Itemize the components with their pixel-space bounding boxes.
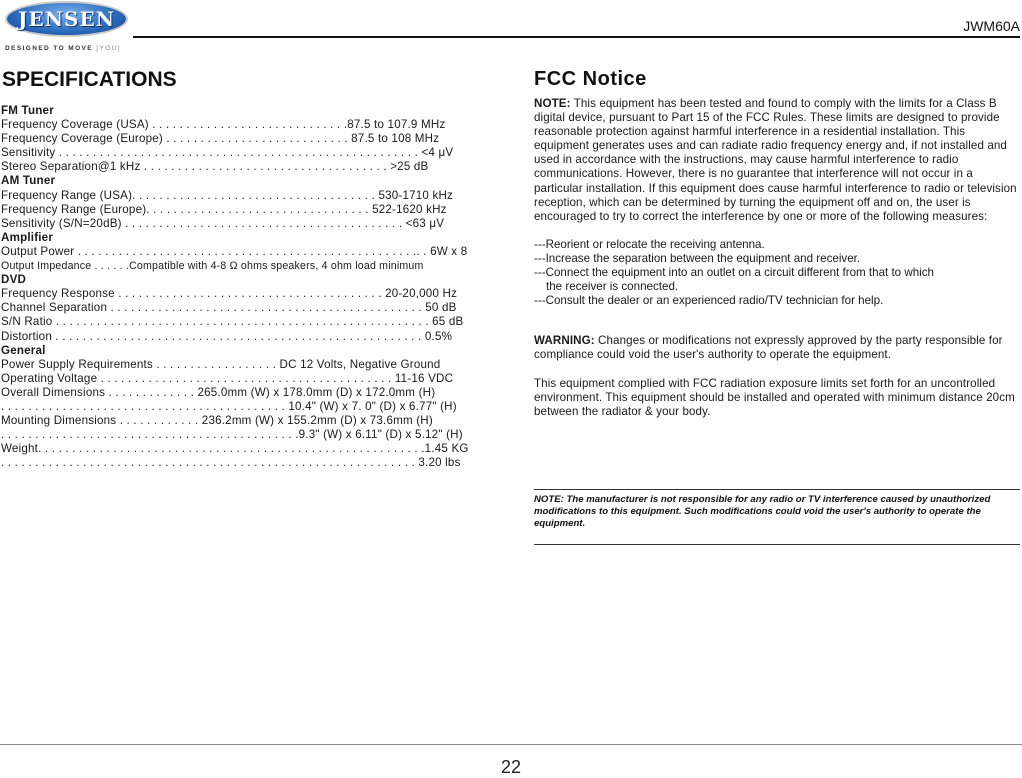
spec-row: . . . . . . . . . . . . . . . . . . . . . . . . . . . . . . . . . . . . . . . . . . 10.4" (W) x 7. 0" (D) x 6.77" (H) <box>1 399 457 413</box>
spec-row: Frequency Response . . . . . . . . . . . . . . . . . . . . . . . . . . . . . . . . . . . . . . . 20-20,000 Hz <box>1 287 458 301</box>
spec-row: . . . . . . . . . . . . . . . . . . . . . . . . . . . . . . . . . . . . . . . . . . . .9.3" (W) x 6.11" (D) x 5.12" (H) <box>1 428 463 442</box>
spec-row: Weight. . . . . . . . . . . . . . . . . . . . . . . . . . . . . . . . . . . . . . . . . . . . . . . . . . . . . . . . .1.45 KG <box>1 442 469 456</box>
note-label: NOTE: <box>534 97 571 110</box>
measure-item: ---Reorient or relocate the receiving antenna. <box>534 237 765 251</box>
page-number: 22 <box>500 757 522 777</box>
spec-row: Frequency Range (USA). . . . . . . . . . . . . . . . . . . . . . . . . . . . . . . . . . . . 530-1710 kHz <box>1 188 454 202</box>
spec-row: Distortion . . . . . . . . . . . . . . . . . . . . . . . . . . . . . . . . . . . . . . . . . . . . . . . . . . . . . . 0.5% <box>1 329 453 343</box>
spec-row: Output Power . . . . . . . . . . . . . . . . . . . . . . . . . . . . . . . . . . . . . . . . . . . . . . . . . .. . 6W x 8 <box>1 244 468 258</box>
logo-text: JENSEN <box>18 7 115 31</box>
fcc-notice-title: FCC Notice <box>534 68 647 90</box>
measure-item: ---Increase the separation between the equipment and receiver. <box>534 251 861 265</box>
spec-section-heading: AM Tuner <box>1 174 56 188</box>
spec-row: Power Supply Requirements . . . . . . . . . . . . . . . . . . DC 12 Volts, Negative Ground <box>1 357 441 371</box>
tagline-you: [YOU] <box>96 45 121 52</box>
fcc-radiation-paragraph: This equipment complied with FCC radiation exposure limits set forth for an uncontrolled environment. This equipment should be installed and operated with minimum distance 20cm between the radiator & your body. <box>534 376 1015 418</box>
disclaimer-bottom-rule <box>534 544 1020 545</box>
spec-row: Output Impedance . . . . . .Compatible with 4-8 Ω ohms speakers, 4 ohm load minimum <box>1 260 424 273</box>
spec-row: Channel Separation . . . . . . . . . . . . . . . . . . . . . . . . . . . . . . . . . . . . . . . . . . . . . . 50 dB <box>1 301 457 315</box>
spec-row: Operating Voltage . . . . . . . . . . . . . . . . . . . . . . . . . . . . . . . . . . . . . . . . . . . 11-16 VDC <box>1 371 454 385</box>
spec-section-heading: General <box>1 343 46 357</box>
logo-badge <box>5 1 128 37</box>
spec-section-heading: Amplifier <box>1 230 54 244</box>
measures-list <box>534 238 1022 308</box>
note-text: This equipment has been tested and found to comply with the limits for a Class B digital device, pursuant to Part 15 of the FCC Rules. These limits are designed to provide reasonable protection against harmful interference in a residential installation. This equipment generates uses and can radiate radio frequency energy and, if not installed and used in accordance with the instructions, may cause harmful interference to radio communications. However, there is no guarantee that interference will not occur in a particular installation. If this equipment does cause harmful interference to radio or television reception, which can be determined by turning the equipment off and on, the user is encouraged to try to correct the interference by one or more of the following measures: <box>534 97 1017 223</box>
brand-tagline <box>5 45 121 52</box>
tagline-text: DESIGNED TO MOVE <box>5 45 94 52</box>
measure-item: ---Connect the equipment into an outlet on a circuit different from that to which <box>534 266 934 280</box>
manufacturer-disclaimer: NOTE: The manufacturer is not responsible for any radio or TV interference caused by unauthorized modifications to this equipment. Such modifications could void the user's authority to operate the equipment. <box>534 494 991 529</box>
spec-row: Frequency Coverage (Europe) . . . . . . . . . . . . . . . . . . . . . . . . . . . 87.5 to 108 MHz <box>1 132 440 146</box>
spec-row: Mounting Dimensions . . . . . . . . . . . . 236.2mm (W) x 155.2mm (D) x 73.6mm (H) <box>1 414 433 428</box>
spec-row: S/N Ratio . . . . . . . . . . . . . . . . . . . . . . . . . . . . . . . . . . . . . . . . . . . . . . . . . . . . . . . 65 dB <box>1 315 464 329</box>
brand-logo <box>2 0 132 58</box>
header-divider <box>133 36 1020 38</box>
measure-item: ---Consult the dealer or an experienced radio/TV technician for help. <box>534 294 884 308</box>
spec-row: Sensitivity . . . . . . . . . . . . . . . . . . . . . . . . . . . . . . . . . . . . . . . . . . . . . . . . . . . . . <4 μV <box>1 146 454 160</box>
specifications-title: SPECIFICATIONS <box>2 68 177 91</box>
model-number: JWM60A <box>963 18 1020 34</box>
disclaimer-top-rule <box>534 489 1020 490</box>
fcc-note-paragraph <box>534 97 1022 224</box>
spec-row: . . . . . . . . . . . . . . . . . . . . . . . . . . . . . . . . . . . . . . . . . . . . . . . . . . . . . . . . . . . . . 3.20 lbs <box>1 456 461 470</box>
fcc-notice-section <box>534 68 1022 419</box>
spec-row: Stereo Separation@1 kHz . . . . . . . . . . . . . . . . . . . . . . . . . . . . . . . . . . . . >25 dB <box>1 160 429 174</box>
spec-row: Frequency Coverage (USA) . . . . . . . . . . . . . . . . . . . . . . . . . . . . .87.5 to 107.9 MHz <box>1 118 446 132</box>
fcc-warning-paragraph <box>534 334 1022 362</box>
measure-item-continuation: the receiver is connected. <box>546 280 679 294</box>
spec-row: Sensitivity (S/N=20dB) . . . . . . . . . . . . . . . . . . . . . . . . . . . . . . . . . . . . . . . . . <63 μV <box>1 216 445 230</box>
warning-label: WARNING: <box>534 334 595 348</box>
spec-section-heading: DVD <box>1 273 27 287</box>
spec-row: Frequency Range (Europe). . . . . . . . . . . . . . . . . . . . . . . . . . . . . . . . . 522-1620 kHz <box>1 202 447 216</box>
specifications-list <box>1 104 485 470</box>
spec-section-heading: FM Tuner <box>1 104 54 117</box>
warning-text: Changes or modifications not expressly approved by the party responsible for compliance could void the user's authority to operate the equipment. <box>534 334 1003 362</box>
footer-divider <box>0 744 1022 745</box>
spec-row: Overall Dimensions . . . . . . . . . . . . . 265.0mm (W) x 178.0mm (D) x 172.0mm (H) <box>1 385 436 399</box>
